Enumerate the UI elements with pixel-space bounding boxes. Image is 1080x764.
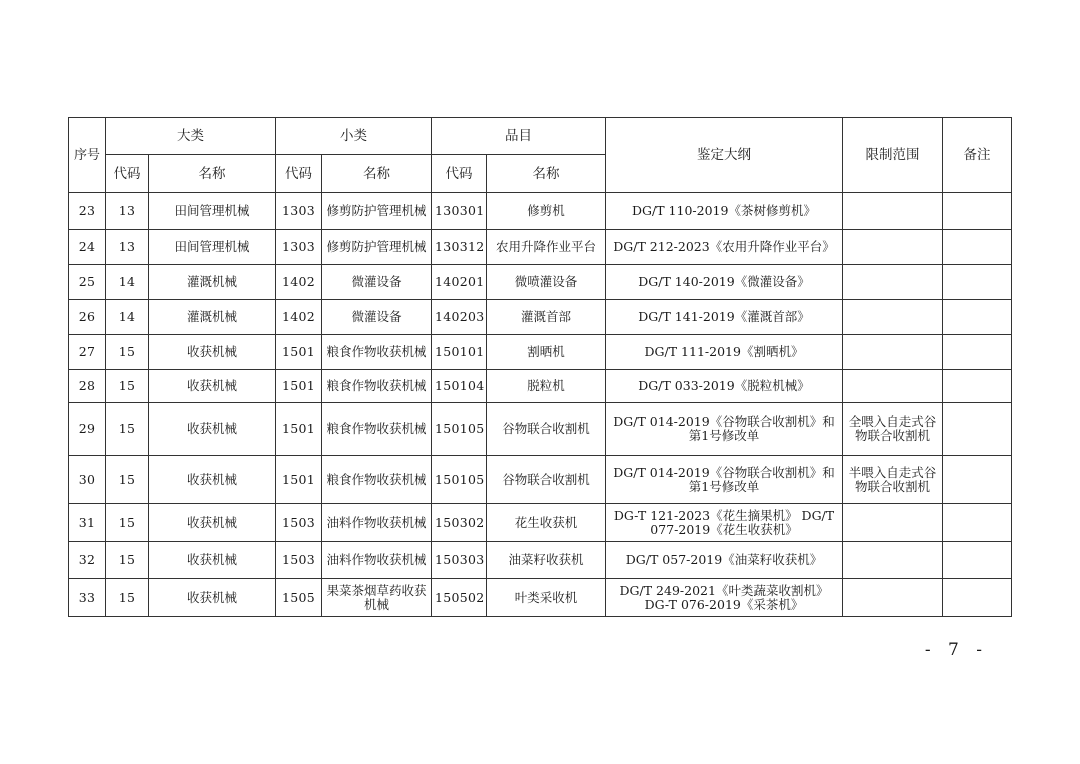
cell-remark [943, 579, 1012, 617]
header-minor-code: 代码 [276, 155, 322, 193]
cell-minor-name: 修剪防护管理机械 [322, 193, 432, 230]
cell-item-name: 谷物联合收割机 [487, 403, 606, 456]
cell-major-name: 灌溉机械 [149, 265, 276, 300]
cell-minor-name: 粮食作物收获机械 [322, 335, 432, 370]
cell-seq: 30 [69, 456, 106, 504]
cell-seq: 25 [69, 265, 106, 300]
cell-remark [943, 265, 1012, 300]
cell-item-code: 150302 [432, 504, 487, 542]
cell-item-name: 灌溉首部 [487, 300, 606, 335]
cell-outline: DG/T 033-2019《脱粒机械》 [606, 370, 843, 403]
table-row [69, 193, 1012, 230]
cell-major-code: 15 [106, 579, 149, 617]
cell-restriction: 半喂入自走式谷物联合收割机 [843, 456, 943, 504]
cell-item-name: 谷物联合收割机 [487, 456, 606, 504]
cell-restriction [843, 504, 943, 542]
cell-minor-code: 1505 [276, 579, 322, 617]
cell-major-name: 收获机械 [149, 335, 276, 370]
cell-restriction [843, 230, 943, 265]
table-row [69, 335, 1012, 370]
header-item: 品目 [432, 118, 606, 155]
cell-remark [943, 193, 1012, 230]
cell-seq: 26 [69, 300, 106, 335]
cell-major-code: 15 [106, 403, 149, 456]
cell-remark [943, 230, 1012, 265]
cell-restriction [843, 579, 943, 617]
cell-minor-code: 1503 [276, 542, 322, 579]
cell-major-code: 13 [106, 193, 149, 230]
table-row [69, 265, 1012, 300]
header-seq: 序号 [69, 118, 106, 193]
cell-seq: 32 [69, 542, 106, 579]
cell-seq: 24 [69, 230, 106, 265]
cell-seq: 27 [69, 335, 106, 370]
cell-minor-name: 油料作物收获机械 [322, 542, 432, 579]
table-row [69, 504, 1012, 542]
cell-outline: DG/T 141-2019《灌溉首部》 [606, 300, 843, 335]
header-minor-category: 小类 [276, 118, 432, 155]
cell-item-code: 150303 [432, 542, 487, 579]
cell-major-code: 14 [106, 265, 149, 300]
header-item-name: 名称 [487, 155, 606, 193]
cell-major-name: 收获机械 [149, 579, 276, 617]
table-row [69, 403, 1012, 456]
cell-major-name: 田间管理机械 [149, 230, 276, 265]
cell-remark [943, 370, 1012, 403]
cell-item-name: 脱粒机 [487, 370, 606, 403]
cell-outline: DG/T 111-2019《割晒机》 [606, 335, 843, 370]
header-item-code: 代码 [432, 155, 487, 193]
cell-restriction [843, 265, 943, 300]
cell-restriction [843, 542, 943, 579]
cell-major-name: 收获机械 [149, 370, 276, 403]
cell-major-code: 15 [106, 370, 149, 403]
cell-seq: 23 [69, 193, 106, 230]
page-number: - 7 - [924, 640, 988, 660]
cell-minor-name: 粮食作物收获机械 [322, 456, 432, 504]
cell-minor-code: 1501 [276, 335, 322, 370]
cell-minor-code: 1303 [276, 193, 322, 230]
cell-outline: DG/T 014-2019《谷物联合收割机》和第1号修改单 [606, 403, 843, 456]
cell-outline: DG-T 121-2023《花生摘果机》 DG/T 077-2019《花生收获机》 [606, 504, 843, 542]
cell-item-code: 140203 [432, 300, 487, 335]
cell-item-code: 140201 [432, 265, 487, 300]
cell-major-code: 15 [106, 504, 149, 542]
cell-restriction [843, 335, 943, 370]
cell-item-code: 150502 [432, 579, 487, 617]
cell-major-code: 14 [106, 300, 149, 335]
cell-item-code: 130312 [432, 230, 487, 265]
cell-remark [943, 504, 1012, 542]
cell-item-name: 微喷灌设备 [487, 265, 606, 300]
header-major-name: 名称 [149, 155, 276, 193]
cell-major-code: 15 [106, 335, 149, 370]
cell-remark [943, 335, 1012, 370]
cell-item-name: 农用升降作业平台 [487, 230, 606, 265]
cell-seq: 28 [69, 370, 106, 403]
cell-major-name: 灌溉机械 [149, 300, 276, 335]
cell-seq: 33 [69, 579, 106, 617]
cell-item-code: 150105 [432, 403, 487, 456]
cell-remark [943, 456, 1012, 504]
cell-restriction [843, 300, 943, 335]
cell-minor-name: 微灌设备 [322, 300, 432, 335]
cell-minor-code: 1501 [276, 456, 322, 504]
cell-major-name: 收获机械 [149, 542, 276, 579]
header-major-code: 代码 [106, 155, 149, 193]
cell-minor-name: 果菜茶烟草药收获机械 [322, 579, 432, 617]
cell-outline: DG/T 249-2021《叶类蔬菜收割机》 DG-T 076-2019《采茶机》 [606, 579, 843, 617]
cell-minor-name: 粮食作物收获机械 [322, 370, 432, 403]
cell-major-name: 田间管理机械 [149, 193, 276, 230]
cell-major-name: 收获机械 [149, 456, 276, 504]
cell-minor-name: 微灌设备 [322, 265, 432, 300]
header-remark: 备注 [943, 118, 1012, 193]
cell-minor-code: 1402 [276, 265, 322, 300]
header-minor-name: 名称 [322, 155, 432, 193]
cell-minor-name: 粮食作物收获机械 [322, 403, 432, 456]
cell-item-code: 130301 [432, 193, 487, 230]
cell-remark [943, 403, 1012, 456]
cell-outline: DG/T 110-2019《茶树修剪机》 [606, 193, 843, 230]
cell-restriction [843, 370, 943, 403]
cell-item-name: 修剪机 [487, 193, 606, 230]
cell-minor-code: 1402 [276, 300, 322, 335]
cell-major-code: 15 [106, 542, 149, 579]
table-row [69, 230, 1012, 265]
table-row [69, 579, 1012, 617]
cell-item-code: 150104 [432, 370, 487, 403]
cell-minor-code: 1503 [276, 504, 322, 542]
cell-remark [943, 542, 1012, 579]
cell-major-name: 收获机械 [149, 504, 276, 542]
cell-item-name: 花生收获机 [487, 504, 606, 542]
cell-major-code: 15 [106, 456, 149, 504]
cell-minor-code: 1501 [276, 403, 322, 456]
table-row [69, 456, 1012, 504]
cell-outline: DG/T 212-2023《农用升降作业平台》 [606, 230, 843, 265]
cell-item-name: 割晒机 [487, 335, 606, 370]
cell-major-name: 收获机械 [149, 403, 276, 456]
cell-outline: DG/T 057-2019《油菜籽收获机》 [606, 542, 843, 579]
cell-restriction: 全喂入自走式谷物联合收割机 [843, 403, 943, 456]
cell-restriction [843, 193, 943, 230]
table-row [69, 370, 1012, 403]
cell-minor-code: 1303 [276, 230, 322, 265]
cell-remark [943, 300, 1012, 335]
cell-item-code: 150105 [432, 456, 487, 504]
cell-major-code: 13 [106, 230, 149, 265]
cell-minor-code: 1501 [276, 370, 322, 403]
cell-minor-name: 油料作物收获机械 [322, 504, 432, 542]
cell-item-name: 油菜籽收获机 [487, 542, 606, 579]
header-row-1 [69, 118, 1012, 155]
header-major-category: 大类 [106, 118, 276, 155]
cell-item-code: 150101 [432, 335, 487, 370]
header-outline: 鉴定大纲 [606, 118, 843, 193]
table-row [69, 300, 1012, 335]
cell-outline: DG/T 140-2019《微灌设备》 [606, 265, 843, 300]
standards-table [68, 117, 1012, 617]
cell-minor-name: 修剪防护管理机械 [322, 230, 432, 265]
cell-seq: 29 [69, 403, 106, 456]
table-row [69, 542, 1012, 579]
header-restriction: 限制范围 [843, 118, 943, 193]
cell-seq: 31 [69, 504, 106, 542]
cell-outline: DG/T 014-2019《谷物联合收割机》和第1号修改单 [606, 456, 843, 504]
cell-item-name: 叶类采收机 [487, 579, 606, 617]
